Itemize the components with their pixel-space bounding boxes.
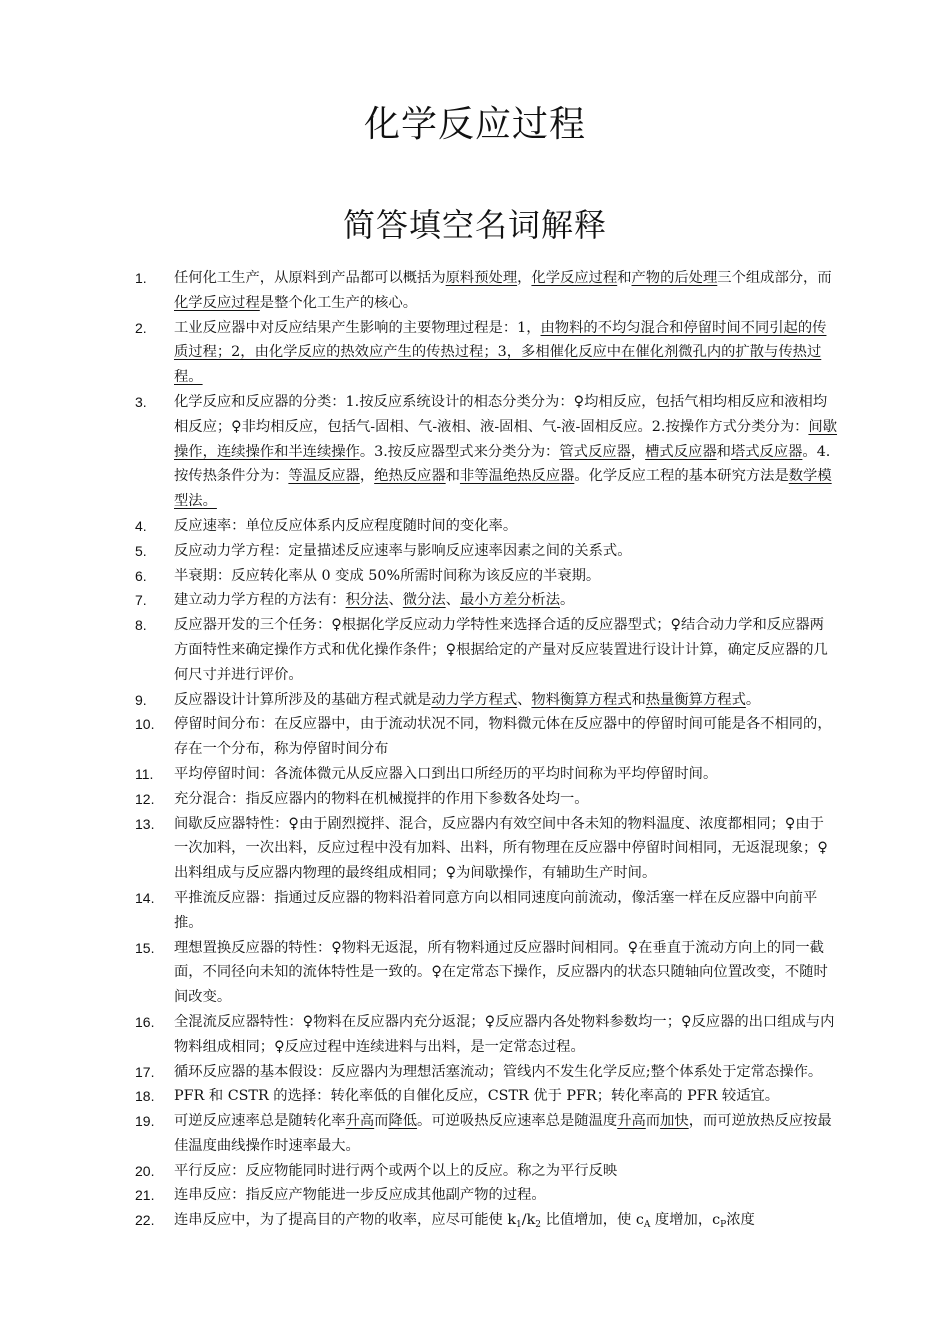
list-item-number: 12.: [135, 790, 155, 807]
list-item-number: 5.: [135, 542, 147, 559]
list-item: [0, 539, 950, 564]
list-item-number: 18.: [135, 1088, 155, 1105]
item-text: 是整个化工生产的核心。: [259, 294, 418, 311]
item-text: 。: [560, 592, 575, 609]
page-title: 化学反应过程: [363, 104, 586, 145]
subscript: A: [643, 1220, 651, 1231]
item-text: 。化学反应工程的基本研究方法是: [574, 468, 789, 485]
underlined-answer: 升高: [345, 1113, 375, 1130]
underlined-answer: 由物料的不均匀混合和停留时间不同引起的传质过程；2，由化学反应的热效应产生的传热过程；3，多相催化反应中在催化剂微孔内的扩散与传热过程。: [174, 319, 827, 386]
item-text: PFR 和 CSTR 的选择：转化率低的自催化反应，CSTR 优于 PFR；转化率高的 PFR 较适宜。: [174, 1088, 780, 1105]
subscript: P: [720, 1220, 727, 1231]
list-item: [0, 316, 950, 390]
list-item-number: 17.: [135, 1063, 155, 1080]
list-item-number: 16.: [135, 1013, 155, 1030]
list-item-number: 6.: [135, 567, 147, 584]
underlined-answer: 绝热反应器: [374, 468, 446, 485]
underlined-answer: 化学反应过程: [531, 270, 618, 286]
item-text: 充分混合：指反应器内的物料在机械搅拌的作用下参数各处均一。: [174, 790, 589, 807]
item-text: ，: [359, 468, 375, 485]
item-text: ，: [517, 270, 532, 286]
item-text: 、: [388, 592, 403, 609]
list-item-number: 21.: [135, 1187, 155, 1204]
list-item-number: 20.: [135, 1162, 155, 1179]
list-item-number: 22.: [135, 1212, 155, 1229]
item-text: 而: [645, 1113, 661, 1130]
subscript: 1: [516, 1220, 522, 1231]
item-text: 化学反应和反应器的分类：1.按反应系统设计的相态分类分为：♀均相反应，包括气相均相反应和液相均相反应；♀非均相反应，包括气-固相、气-液相、液-固相、气-液-固相反应。2.按操作方式分类分为：: [174, 393, 828, 435]
underlined-answer: 数学模型法。: [174, 468, 832, 510]
list-item: [0, 588, 950, 613]
underlined-answer: 管式反应器: [559, 443, 631, 460]
underlined-answer: 积分法: [345, 592, 389, 609]
list-item: [0, 712, 950, 762]
underlined-answer: 加快: [660, 1113, 689, 1130]
item-text: 三个组成部分，而: [717, 270, 832, 286]
item-text: 反应器设计计算所涉及的基础方程式就是: [174, 691, 432, 708]
list-item-number: 2.: [135, 319, 147, 336]
list-item-number: 7.: [135, 592, 147, 609]
list-item: [0, 787, 950, 812]
item-text: /k: [521, 1212, 536, 1229]
item-text: 间歇反应器特性：♀由于剧烈搅拌、混合，反应器内有效空间中各未知的物料温度、浓度都相同；♀由于一次加料，一次出料，反应过程中没有加料、出料，所有物理在反应器中停留时间相同，无返混现象；♀出料组成与反应器内物理的最终组成相同；♀为间歇操作，有辅助生产时间。: [174, 815, 828, 882]
item-text: ，: [630, 443, 646, 460]
item-text: 任何化工生产，从原料到产品都可以概括为: [174, 270, 446, 286]
list-item-number: 1.: [135, 270, 147, 286]
underlined-answer: 升高: [617, 1113, 646, 1130]
item-text: 连串反应：指反应产物能进一步反应成其他副产物的过程。: [174, 1187, 546, 1204]
list-item: [0, 1208, 950, 1238]
item-text: 比值增加，使 c: [541, 1212, 644, 1229]
item-text: 反应动力学方程：定量描述反应速率与影响反应速率因素之间的关系式。: [174, 542, 632, 559]
underlined-answer: 热量衡算方程式: [645, 691, 746, 708]
item-text: 理想置换反应器的特性：♀物料无返混，所有物料通过反应器时间相同。♀在垂直于流动方向上的同一截面，不同径向未知的流体特性是一致的。♀在定常态下操作，反应器内的状态只随轴向位置改变，不随时间改变。: [174, 939, 828, 1006]
underlined-answer: 产物的后处理: [631, 270, 718, 286]
item-text: 。3.按反应器型式来分类分为：: [359, 443, 560, 460]
item-text: 。可逆吸热反应速率总是随温度: [417, 1113, 618, 1130]
underlined-answer: 最小方差分析法: [459, 592, 561, 609]
item-text: 。: [745, 691, 761, 708]
list-item: [0, 1159, 950, 1184]
underlined-answer: 物料衡算方程式: [531, 691, 632, 708]
list-item: [0, 390, 950, 514]
item-text: 连串反应中，为了提高目的产物的收率，应尽可能使 k: [174, 1212, 517, 1229]
underlined-answer: 动力学方程式: [431, 691, 518, 708]
list-item-number: 19.: [135, 1113, 155, 1130]
list-item: [0, 1109, 950, 1159]
list-item-number: 8.: [135, 617, 147, 634]
underlined-answer: 间歇操作，连续操作和半连续操作: [174, 418, 838, 460]
list-item-number: 11.: [135, 765, 154, 782]
item-text: 浓度: [726, 1212, 755, 1229]
list-item: [0, 688, 950, 713]
section-subtitle: 简答填空名词解释: [342, 206, 607, 244]
list-item: [0, 1183, 950, 1208]
list-item-number: 14.: [135, 889, 155, 906]
list-item: [0, 1084, 950, 1109]
underlined-answer: 降低: [388, 1113, 418, 1130]
item-text: 工业反应器中对反应结果产生影响的主要物理过程是：1，: [174, 319, 541, 336]
list-item-number: 3.: [135, 393, 147, 410]
underlined-answer: 等温反应器: [288, 468, 360, 485]
list-item-number: 10.: [135, 716, 155, 733]
list-item-number: 15.: [135, 939, 155, 956]
item-text: 反应速率：单位反应体系内反应程度随时间的变化率。: [174, 517, 518, 534]
item-text: 停留时间分布：在反应器中，由于流动状况不同，物料微元体在反应器中的停留时间可能是各不相同的，存在一个分布，称为停留时间分布: [174, 716, 832, 758]
item-text: 全混流反应器特性：♀物料在反应器内充分返混；♀反应器内各处物料参数均一；♀反应器的出口组成与内物料组成相同；♀反应过程中连续进料与出料，是一定常态过程。: [174, 1013, 835, 1055]
list-item: [0, 266, 950, 316]
item-text: ，而可逆放热反应按最佳温度曲线操作时速率最大。: [174, 1113, 832, 1154]
underlined-answer: 非等温绝热反应器: [459, 468, 575, 485]
list-item-number: 13.: [135, 815, 155, 832]
item-text: 平均停留时间：各流体微元从反应器入口到出口所经历的平均时间称为平均停留时间。: [174, 765, 718, 782]
list-item: [0, 886, 950, 936]
item-text: 和: [716, 443, 731, 460]
underlined-answer: 微分法: [402, 592, 446, 609]
list-item: [0, 564, 950, 589]
list-item: [0, 514, 950, 539]
numbered-list: [0, 266, 950, 1238]
item-text: 可逆反应速率总是随转化率: [174, 1113, 346, 1130]
subscript: 2: [535, 1220, 541, 1231]
list-item: [0, 936, 950, 1010]
item-text: 反应器开发的三个任务：♀根据化学反应动力学特性来选择合适的反应器型式；♀结合动力学和反应器两方面特性来确定操作方式和优化操作条件；♀根据给定的产量对反应装置进行设计计算，确定反应器的几何尺寸并进行评价。: [174, 617, 828, 683]
underlined-answer: 化学反应过程: [174, 294, 260, 311]
underlined-answer: 槽式反应器: [645, 443, 717, 460]
item-text: 而: [374, 1113, 389, 1130]
item-text: 建立动力学方程的方法有：: [174, 592, 346, 609]
list-item: [0, 613, 950, 687]
underlined-answer: 原料预处理: [445, 270, 518, 286]
underlined-answer: 塔式反应器: [730, 443, 803, 460]
item-text: 。4.按传热条件分为：: [174, 443, 831, 485]
item-text: 循环反应器的基本假设：反应器内为理想活塞流动；管线内不发生化学反应;整个体系处于定常态操作。: [174, 1063, 823, 1080]
item-text: 平行反应：反应物能同时进行两个或两个以上的反应。称之为平行反映: [174, 1162, 618, 1179]
item-text: 、: [517, 691, 532, 708]
list-item: [0, 762, 950, 787]
list-item: [0, 1060, 950, 1085]
list-item: [0, 812, 950, 886]
item-text: 度增加，c: [650, 1212, 721, 1229]
item-text: 半衰期：反应转化率从 0 变成 50%所需时间称为该反应的半衰期。: [174, 567, 601, 584]
item-text: 平推流反应器：指通过反应器的物料沿着同意方向以相同速度向前流动，像活塞一样在反应器中向前平推。: [174, 889, 818, 931]
list-item: [0, 1010, 950, 1060]
list-item-number: 4.: [135, 517, 147, 534]
item-text: 、: [445, 592, 460, 609]
item-text: 和: [617, 270, 632, 286]
item-text: 和: [631, 691, 646, 708]
item-text: 和: [445, 468, 460, 485]
list-item-number: 9.: [135, 691, 147, 708]
